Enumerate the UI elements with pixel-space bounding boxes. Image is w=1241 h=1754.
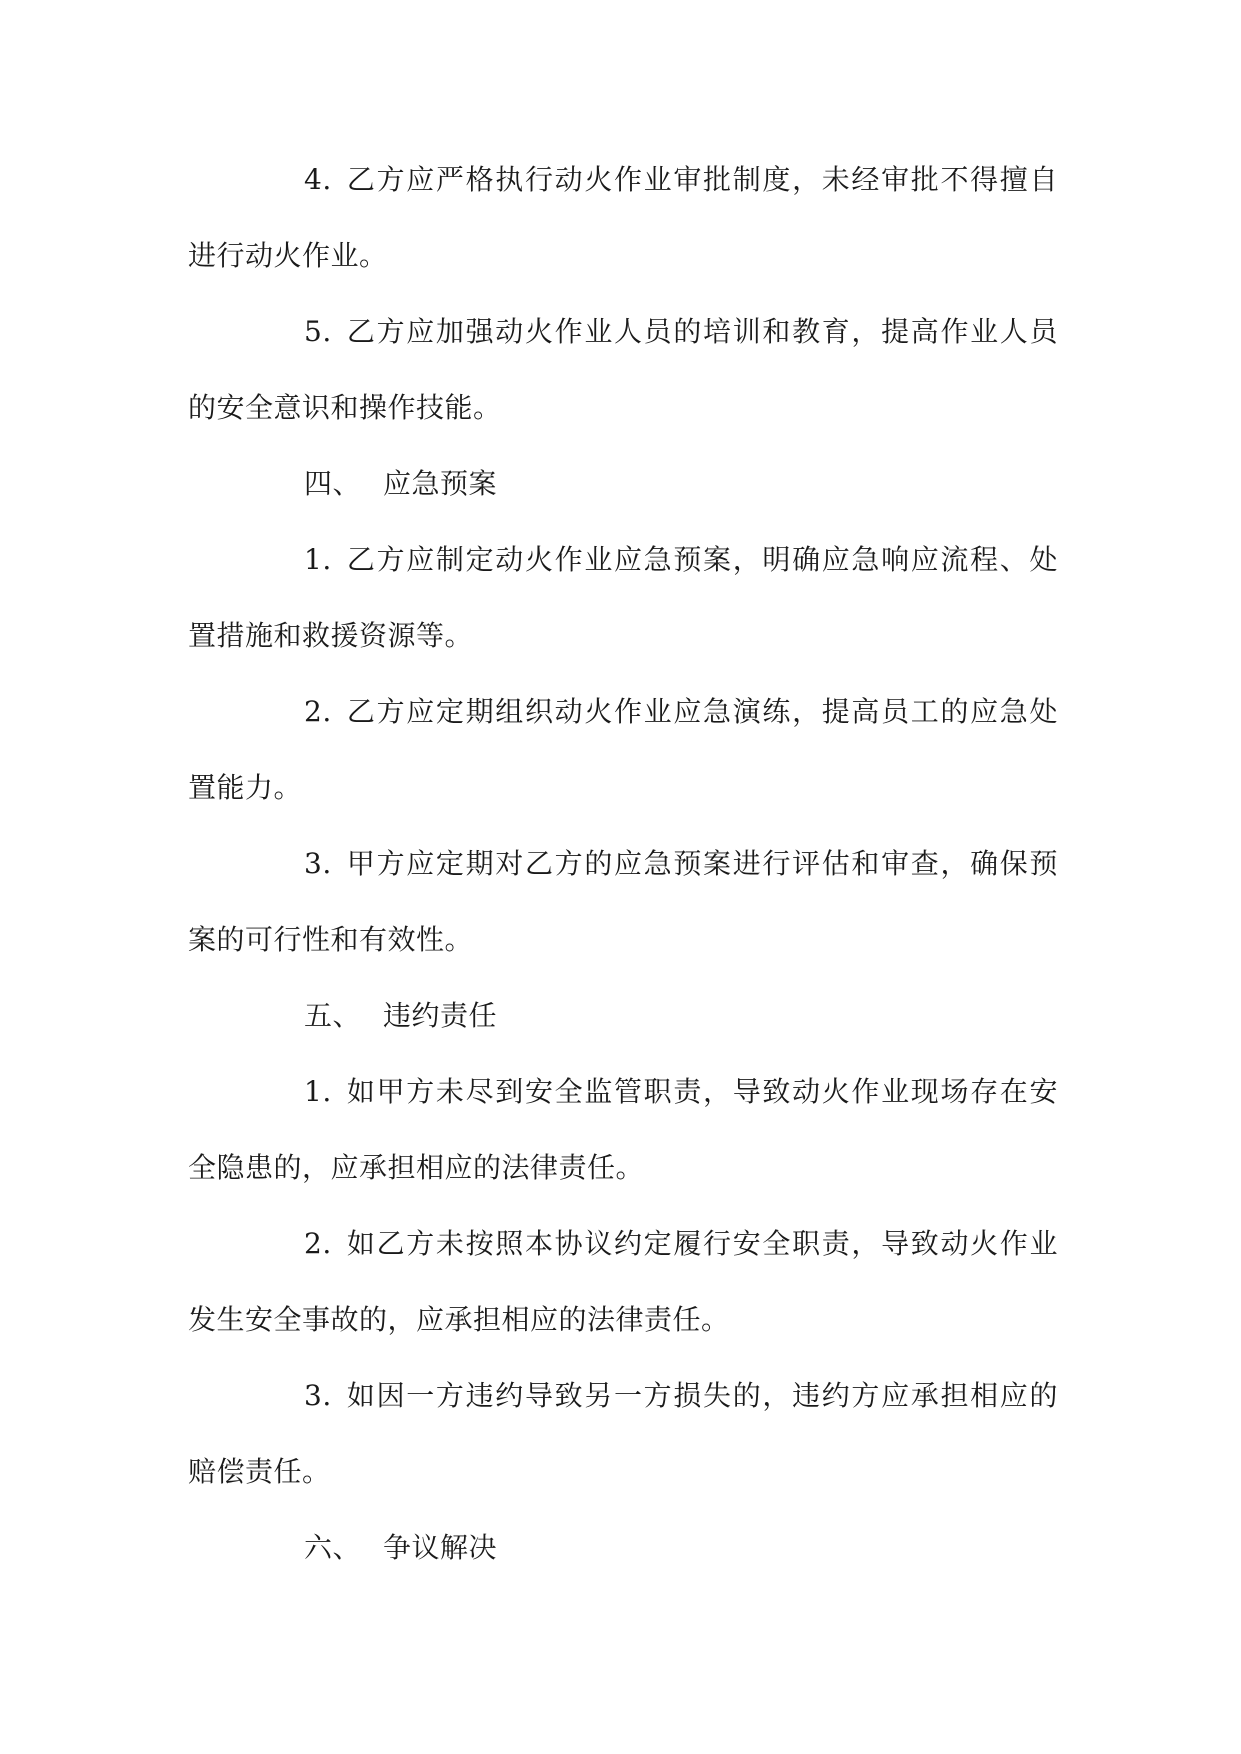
- clause-number: 1.: [304, 543, 332, 576]
- section-heading: [188, 978, 1058, 1054]
- clause-number: 4.: [304, 163, 332, 196]
- clause-item: [188, 142, 1058, 294]
- clause-text: 如乙方未按照本协议约定履行安全职责，导致动火作业发生安全事故的，应承担相应的法律责任。: [188, 1227, 1058, 1336]
- clause-item: [188, 522, 1058, 674]
- clause-number: 1.: [304, 1075, 332, 1108]
- clause-number: 5.: [304, 315, 332, 348]
- section-number: 六、: [304, 1531, 362, 1564]
- clause-number: 3.: [304, 847, 332, 880]
- clause-text: 乙方应加强动火作业人员的培训和教育，提高作业人员的安全意识和操作技能。: [188, 315, 1058, 424]
- section-number: 五、: [304, 999, 362, 1032]
- clause-text: 甲方应定期对乙方的应急预案进行评估和审查，确保预案的可行性和有效性。: [188, 847, 1058, 956]
- clause-item: [188, 826, 1058, 978]
- document-body: [188, 142, 1058, 1586]
- clause-text: 乙方应制定动火作业应急预案，明确应急响应流程、处置措施和救援资源等。: [188, 543, 1058, 652]
- clause-item: [188, 294, 1058, 446]
- clause-item: [188, 674, 1058, 826]
- section-heading: [188, 446, 1058, 522]
- clause-number: 2.: [304, 1227, 332, 1260]
- section-number: 四、: [304, 467, 362, 500]
- clause-text: 乙方应定期组织动火作业应急演练，提高员工的应急处置能力。: [188, 695, 1058, 804]
- clause-item: [188, 1054, 1058, 1206]
- section-heading: [188, 1510, 1058, 1586]
- clause-number: 2.: [304, 695, 332, 728]
- clause-item: [188, 1358, 1058, 1510]
- section-title: 争议解决: [383, 1531, 498, 1564]
- clause-text: 如甲方未尽到安全监管职责，导致动火作业现场存在安全隐患的，应承担相应的法律责任。: [188, 1075, 1058, 1184]
- clause-text: 如因一方违约导致另一方损失的，违约方应承担相应的赔偿责任。: [188, 1379, 1058, 1488]
- section-title: 应急预案: [383, 467, 498, 500]
- clause-text: 乙方应严格执行动火作业审批制度，未经审批不得擅自进行动火作业。: [188, 163, 1058, 272]
- clause-number: 3.: [304, 1379, 332, 1412]
- clause-item: [188, 1206, 1058, 1358]
- section-title: 违约责任: [383, 999, 498, 1032]
